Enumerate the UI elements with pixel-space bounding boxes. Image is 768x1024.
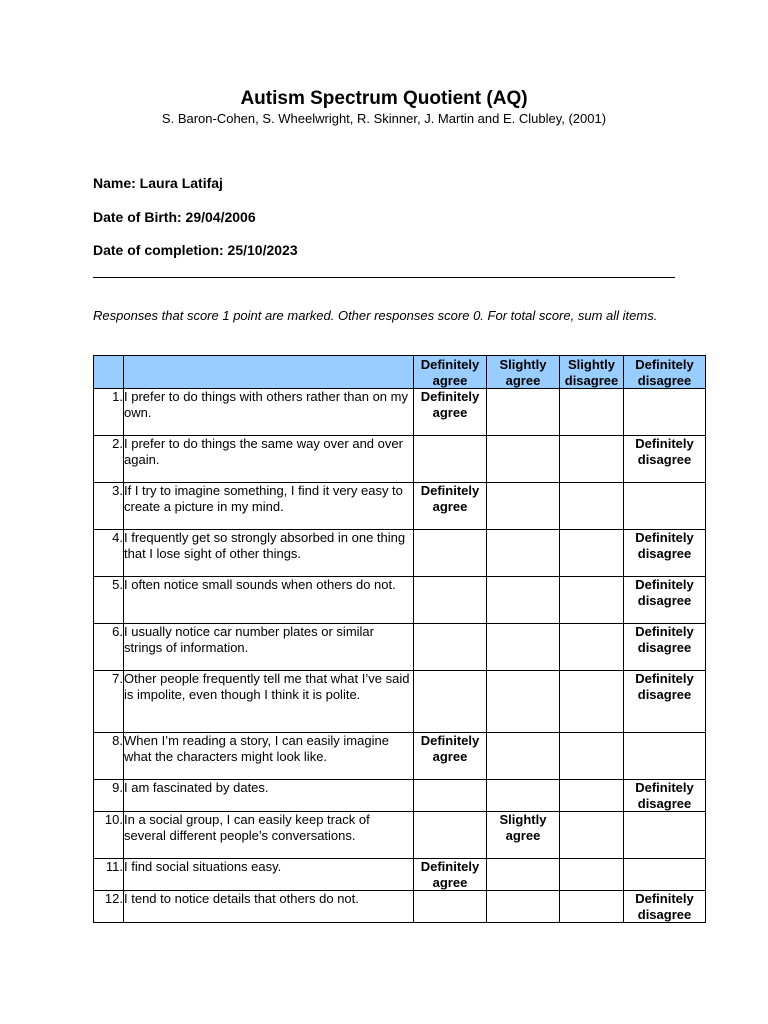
response-cell-slightly-agree: [487, 671, 560, 733]
divider-line: [93, 277, 675, 278]
response-cell-definitely-disagree: [624, 859, 706, 891]
response-cell-definitely-agree: [414, 436, 487, 483]
item-number: 5.: [94, 577, 124, 624]
document-title: Autism Spectrum Quotient (AQ): [240, 88, 528, 109]
header-definitely-agree: Definitely agree: [414, 356, 487, 389]
table-header-row: [94, 356, 706, 389]
response-cell-slightly-disagree: [560, 891, 624, 923]
table-row: [94, 483, 706, 530]
response-cell-slightly-disagree: [560, 812, 624, 859]
response-cell-slightly-agree: [487, 780, 560, 812]
response-cell-definitely-disagree: Definitely disagree: [624, 624, 706, 671]
response-cell-slightly-disagree: [560, 733, 624, 780]
response-cell-definitely-disagree: Definitely disagree: [624, 530, 706, 577]
response-cell-slightly-agree: [487, 859, 560, 891]
response-cell-definitely-disagree: Definitely disagree: [624, 780, 706, 812]
response-cell-definitely-agree: [414, 530, 487, 577]
item-number: 9.: [94, 780, 124, 812]
response-cell-definitely-agree: Definitely agree: [414, 859, 487, 891]
table-row: [94, 780, 706, 812]
response-cell-definitely-disagree: Definitely disagree: [624, 891, 706, 923]
response-cell-slightly-disagree: [560, 389, 624, 436]
item-number: 3.: [94, 483, 124, 530]
response-cell-definitely-agree: [414, 780, 487, 812]
table-row: [94, 671, 706, 733]
item-number: 1.: [94, 389, 124, 436]
item-statement: I tend to notice details that others do not.: [124, 891, 414, 923]
date-of-birth-field: Date of Birth: 29/04/2006: [93, 209, 256, 225]
table-row: [94, 577, 706, 624]
response-cell-definitely-disagree: [624, 483, 706, 530]
header-slightly-disagree: Slightly disagree: [560, 356, 624, 389]
response-cell-slightly-disagree: [560, 780, 624, 812]
response-cell-slightly-disagree: [560, 436, 624, 483]
header-definitely-disagree: Definitely disagree: [624, 356, 706, 389]
response-cell-slightly-agree: [487, 577, 560, 624]
response-cell-slightly-disagree: [560, 530, 624, 577]
response-cell-definitely-disagree: [624, 389, 706, 436]
response-cell-definitely-agree: Definitely agree: [414, 483, 487, 530]
date-of-completion-field: Date of completion: 25/10/2023: [93, 242, 298, 258]
response-cell-definitely-agree: [414, 624, 487, 671]
table-row: [94, 436, 706, 483]
item-number: 11.: [94, 859, 124, 891]
response-cell-definitely-disagree: [624, 812, 706, 859]
response-cell-definitely-agree: [414, 671, 487, 733]
response-cell-slightly-agree: [487, 624, 560, 671]
item-statement: When I’m reading a story, I can easily imagine what the characters might look like.: [124, 733, 414, 780]
item-statement: Other people frequently tell me that what I’ve said is impolite, even though I think it is polite.: [124, 671, 414, 733]
item-statement: I prefer to do things with others rather than on my own.: [124, 389, 414, 436]
table-row: [94, 389, 706, 436]
item-statement: I prefer to do things the same way over and over again.: [124, 436, 414, 483]
table-row: [94, 859, 706, 891]
response-cell-slightly-disagree: [560, 577, 624, 624]
item-statement: I find social situations easy.: [124, 859, 414, 891]
response-cell-slightly-agree: [487, 389, 560, 436]
response-cell-slightly-agree: Slightly agree: [487, 812, 560, 859]
response-cell-slightly-agree: [487, 733, 560, 780]
name-field: Name: Laura Latifaj: [93, 175, 223, 191]
response-cell-definitely-disagree: Definitely disagree: [624, 577, 706, 624]
item-number: 2.: [94, 436, 124, 483]
item-number: 8.: [94, 733, 124, 780]
response-cell-slightly-disagree: [560, 859, 624, 891]
table-body: [94, 389, 706, 923]
item-statement: I am fascinated by dates.: [124, 780, 414, 812]
header-number: [94, 356, 124, 389]
table-row: [94, 733, 706, 780]
item-statement: I frequently get so strongly absorbed in one thing that I lose sight of other things.: [124, 530, 414, 577]
item-statement: If I try to imagine something, I find it very easy to create a picture in my mind.: [124, 483, 414, 530]
header-question: [124, 356, 414, 389]
table-row: [94, 891, 706, 923]
document-authors: S. Baron-Cohen, S. Wheelwright, R. Skinner, J. Martin and E. Clubley, (2001): [161, 111, 607, 126]
response-cell-slightly-agree: [487, 530, 560, 577]
response-cell-definitely-disagree: [624, 733, 706, 780]
response-cell-definitely-agree: [414, 812, 487, 859]
response-cell-definitely-agree: Definitely agree: [414, 733, 487, 780]
instructions-text: Responses that score 1 point are marked. Other responses score 0. For total score, sum all items.: [93, 308, 658, 323]
response-cell-definitely-agree: [414, 577, 487, 624]
response-cell-definitely-agree: Definitely agree: [414, 389, 487, 436]
item-number: 7.: [94, 671, 124, 733]
response-cell-slightly-agree: [487, 483, 560, 530]
item-statement: In a social group, I can easily keep track of several different people’s conversations.: [124, 812, 414, 859]
response-cell-definitely-disagree: Definitely disagree: [624, 671, 706, 733]
table-row: [94, 624, 706, 671]
item-number: 10.: [94, 812, 124, 859]
item-number: 12.: [94, 891, 124, 923]
response-cell-slightly-agree: [487, 436, 560, 483]
response-cell-slightly-disagree: [560, 671, 624, 733]
item-number: 4.: [94, 530, 124, 577]
item-number: 6.: [94, 624, 124, 671]
table-row: [94, 530, 706, 577]
aq-response-table: [93, 355, 706, 923]
header-slightly-agree: Slightly agree: [487, 356, 560, 389]
response-cell-slightly-disagree: [560, 483, 624, 530]
response-cell-slightly-agree: [487, 891, 560, 923]
table-row: [94, 812, 706, 859]
response-cell-definitely-disagree: Definitely disagree: [624, 436, 706, 483]
item-statement: I usually notice car number plates or similar strings of information.: [124, 624, 414, 671]
item-statement: I often notice small sounds when others do not.: [124, 577, 414, 624]
response-cell-definitely-agree: [414, 891, 487, 923]
response-cell-slightly-disagree: [560, 624, 624, 671]
